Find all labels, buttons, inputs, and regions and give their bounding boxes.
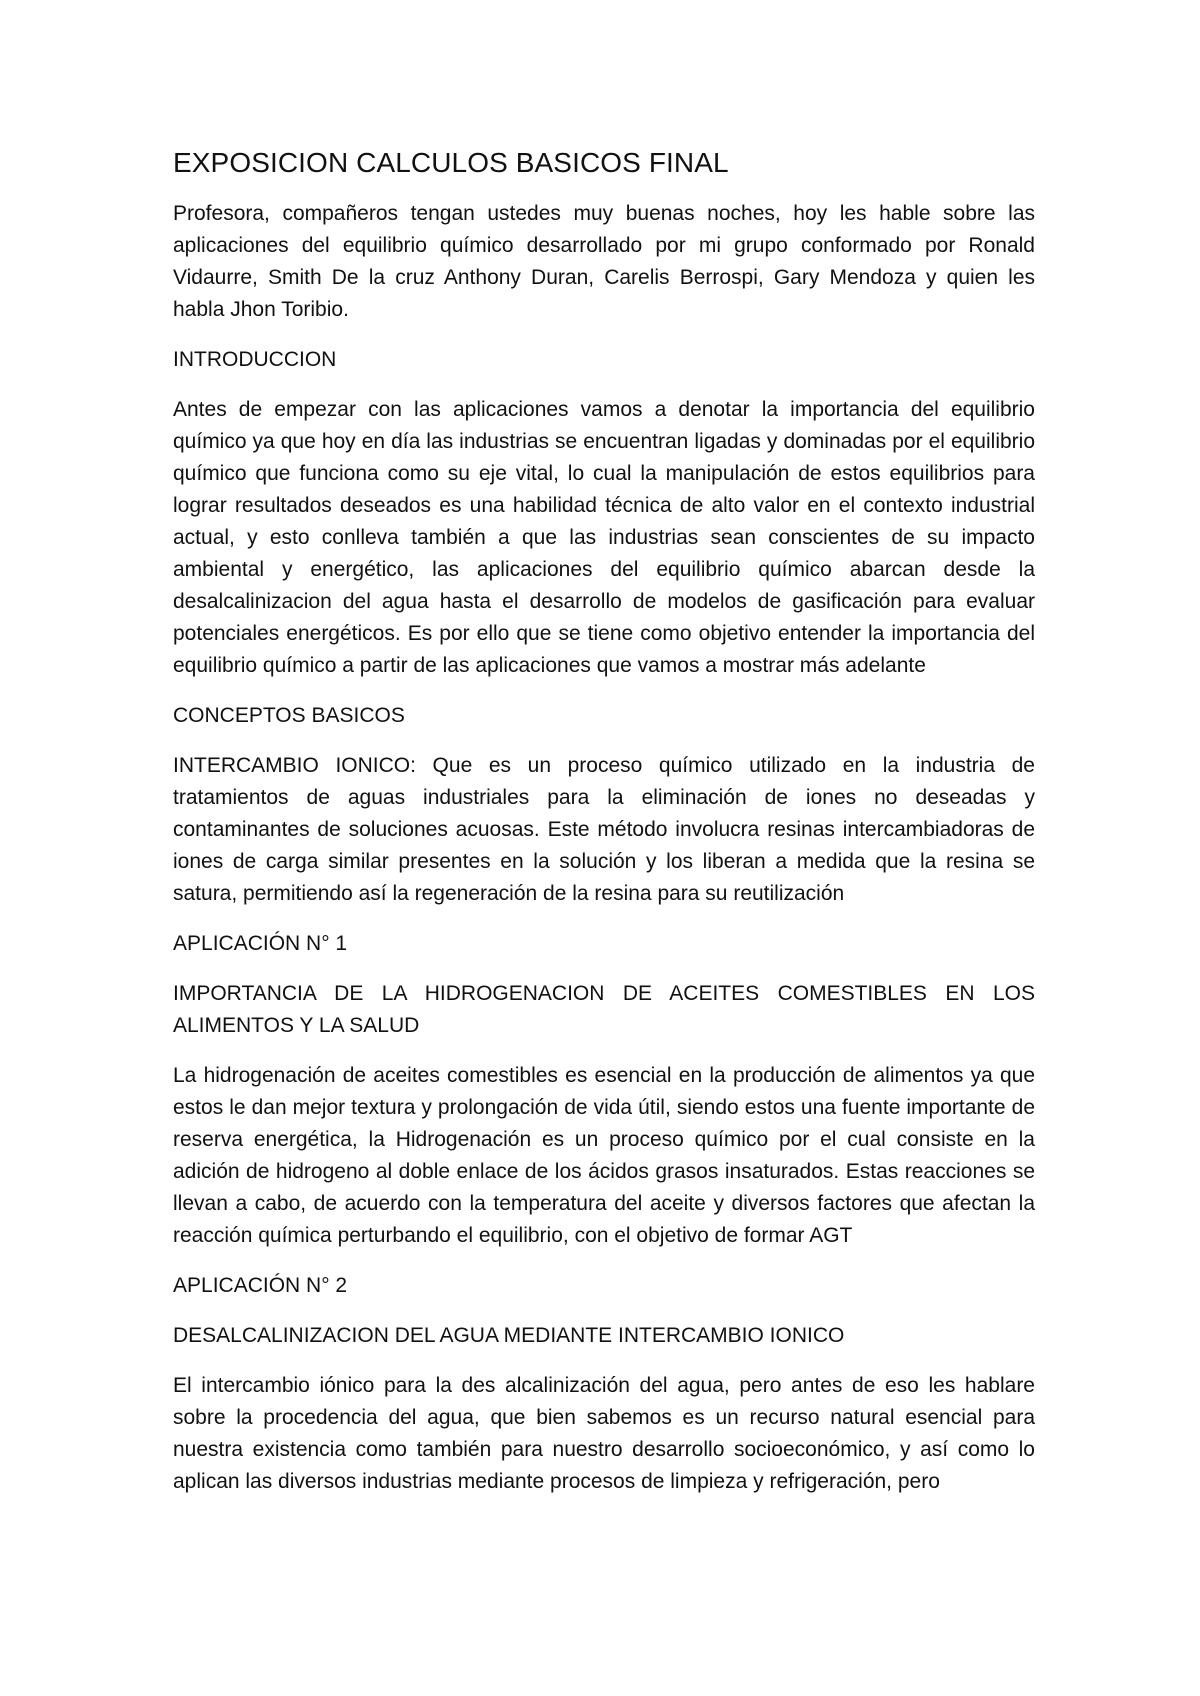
aplicacion-1-heading: APLICACIÓN N° 1: [173, 931, 348, 955]
intro-paragraph: Profesora, compañeros tengan ustedes muy buenas noches, hoy les hable sobre las aplicaciones del equilibrio químico desarrollado por mi grupo conformado por Ronald Vidaurre, Smith De la cruz Anthony Duran, Carelis Berrospi, Gary Mendoza y quien les habla Jhon Toribio.: [173, 201, 1035, 321]
aplicacion-2-subheading: DESALCALINIZACION DEL AGUA MEDIANTE INTERCAMBIO IONICO: [173, 1323, 845, 1347]
concepto-intercambio-ionico-paragraph: [173, 750, 1035, 910]
concepto-intercambio-ionico-text: Que es un proceso químico utilizado en la industria de tratamientos de aguas industriales para la eliminación de iones no deseadas y contaminantes de soluciones acuosas. Este método involucra resinas intercambiadoras de iones de carga similar presentes en la solución y los liberan a medida que la resina se satura, permitiendo así la regeneración de la resina para su reutilización: [173, 753, 1035, 905]
conceptos-basicos-heading: CONCEPTOS BASICOS: [173, 703, 405, 727]
introduccion-heading: INTRODUCCION: [173, 347, 337, 371]
introduccion-paragraph: Antes de empezar con las aplicaciones vamos a denotar la importancia del equilibrio químico ya que hoy en día las industrias se encuentran ligadas y dominadas por el equilibrio químico que funciona como su eje vital, lo cual la manipulación de estos equilibrios para lograr resultados deseados es una habilidad técnica de alto valor en el contexto industrial actual, y esto conlleva también a que las industrias sean conscientes de su impacto ambiental y energético, las aplicaciones del equilibrio químico abarcan desde la desalcalinizacion del agua hasta el desarrollo de modelos de gasificación para evaluar potenciales energéticos. Es por ello que se tiene como objetivo entender la importancia del equilibrio químico a partir de las aplicaciones que vamos a mostrar más adelante: [173, 397, 1035, 677]
aplicacion-1-paragraph: La hidrogenación de aceites comestibles es esencial en la producción de alimentos ya que estos le dan mejor textura y prolongación de vida útil, siendo estos una fuente importante de reserva energética, la Hidrogenación es un proceso químico por el cual consiste en la adición de hidrogeno al doble enlace de los ácidos grasos insaturados. Estas reacciones se llevan a cabo, de acuerdo con la temperatura del aceite y diversos factores que afectan la reacción química perturbando el equilibrio, con el objetivo de formar AGT: [173, 1063, 1035, 1247]
document-content: [173, 146, 1035, 1516]
aplicacion-2-heading: APLICACIÓN N° 2: [173, 1273, 348, 1297]
aplicacion-2-paragraph: El intercambio iónico para la des alcalinización del agua, pero antes de eso les hablare sobre la procedencia del agua, que bien sabemos es un recurso natural esencial para nuestra existencia como también para nuestro desarrollo socioeconómico, y así como lo aplican las diversos industrias mediante procesos de limpieza y refrigeración, pero: [173, 1373, 1035, 1493]
aplicacion-1-subheading: IMPORTANCIA DE LA HIDROGENACION DE ACEITES COMESTIBLES EN LOS ALIMENTOS Y LA SALUD: [173, 981, 1035, 1037]
concepto-intercambio-ionico-label: INTERCAMBIO IONICO:: [173, 753, 416, 777]
document-title: EXPOSICION CALCULOS BASICOS FINAL: [173, 147, 729, 178]
